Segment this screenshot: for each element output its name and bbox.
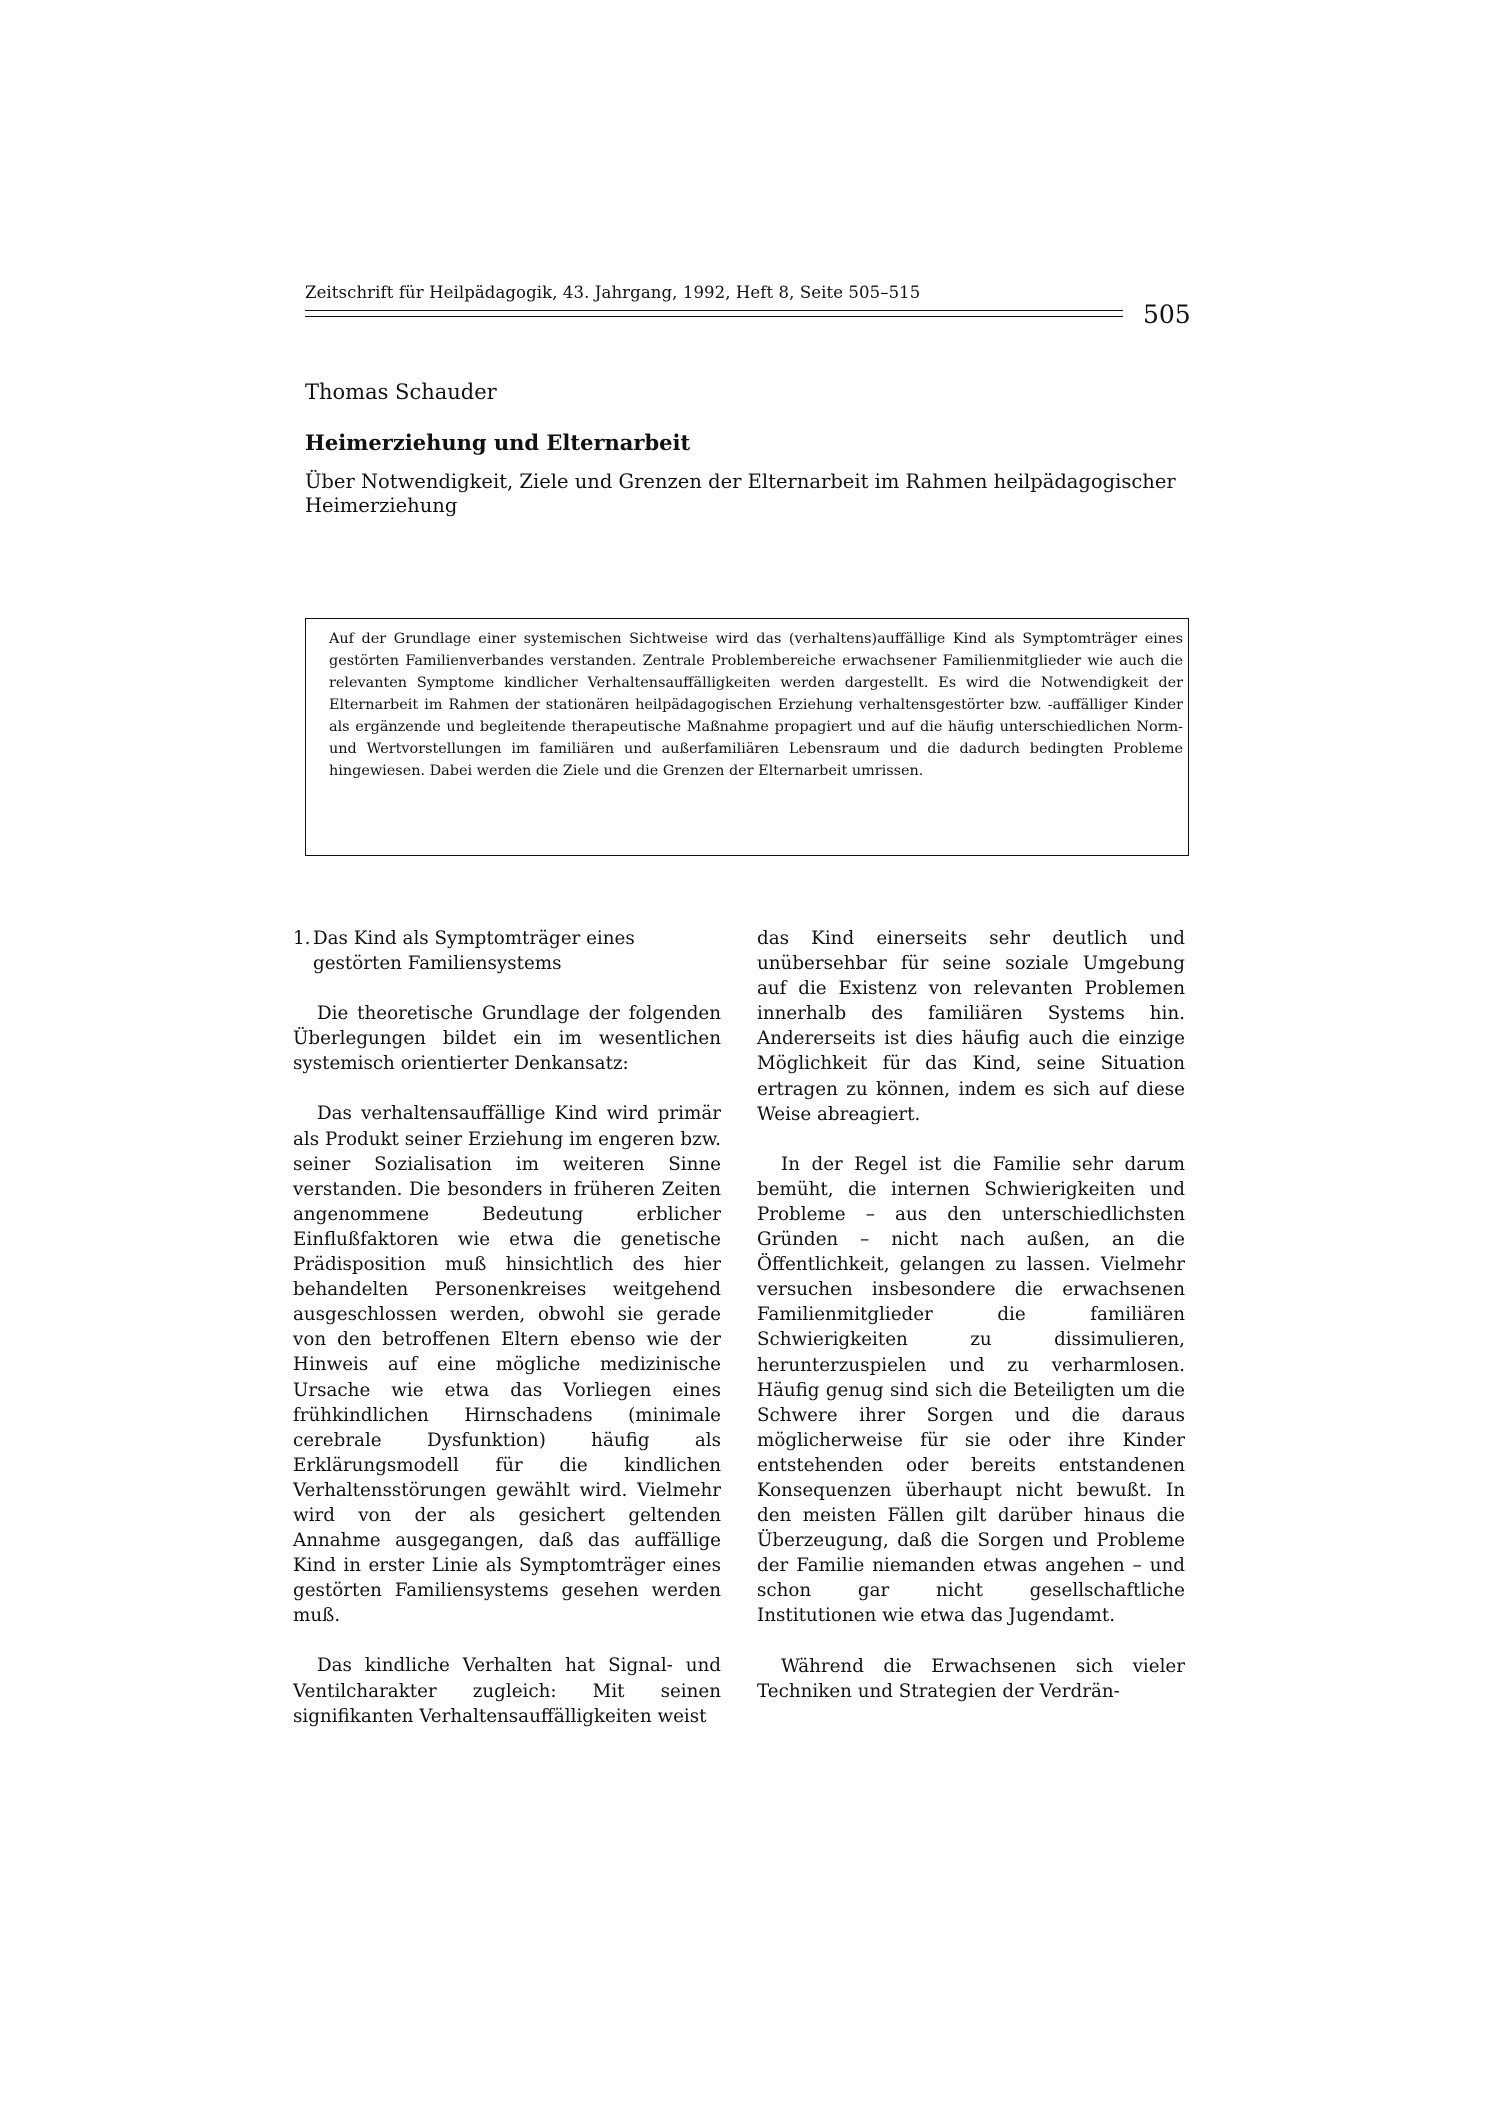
paragraph: In der Regel ist die Familie sehr darum bemüht, die internen Schwierigkeiten und Probleme – aus den unterschiedlichsten Gründen – nicht nach außen, an die Öffentlichkeit, gelangen zu lassen. Vielmehr versuchen insbesondere die erwachsenen Familienmitglieder die familiären Schwierigkeiten zu dissimulieren, herunterzuspielen und zu verharmlosen. Häufig genug sind sich die Beteiligten um die Schwere ihrer Sorgen und die daraus möglicherweise für sie oder ihre Kinder entstehenden oder bereits entstandenen Konsequenzen überhaupt nicht bewußt. In den meisten Fällen gilt darüber hinaus die Überzeugung, daß die Sorgen und Probleme der Familie niemanden etwas angehen – und schon gar nicht gesellschaftliche Institutionen wie etwa das Jugendamt.	[757, 1153, 1185, 1627]
right-column	[757, 926, 1185, 1729]
page-number: 505	[1143, 300, 1191, 329]
section-number: 1.	[293, 928, 311, 949]
article-subtitle: Über Notwendigkeit, Ziele und Grenzen der Elternarbeit im Rahmen heilpädagogischer Heimerziehung	[305, 470, 1176, 517]
abstract-box	[305, 618, 1189, 856]
left-column	[293, 926, 721, 1754]
section-heading	[293, 926, 721, 976]
paragraph: Die theoretische Grundlage der folgenden Überlegungen bildet ein im wesentlichen systemisch orientierter Denkansatz:	[293, 1003, 721, 1075]
header-rule	[305, 310, 1123, 311]
journal-citation: Zeitschrift für Heilpädagogik, 43. Jahrgang, 1992, Heft 8, Seite 505–515	[305, 283, 921, 302]
abstract-text: Auf der Grundlage einer systemischen Sichtweise wird das (verhaltens)auffällige Kind als Symptomträger eines gestörten Familienverbandes verstanden. Zentrale Problembereiche erwachsener Familienmitglieder wie auch die relevanten Symptome kindlicher Verhaltensauffälligkeiten werden dargestellt. Es wird die Notwendigkeit der Elternarbeit im Rahmen der stationären heilpädagogischen Erziehung verhaltensgestörter bzw. -auffälliger Kinder als ergänzende und begleitende therapeutische Maßnahme propagiert und auf die häufig unterschiedlichen Norm- und Wertvorstellungen im familiären und außerfamiliären Lebensraum und die dadurch bedingten Probleme hingewiesen. Dabei werden die Ziele und die Grenzen der Elternarbeit umrissen.	[329, 631, 1183, 779]
paragraph: Während die Erwachsenen sich vieler Techniken und Strategien der Verdrän-	[757, 1655, 1185, 1702]
header-rule	[305, 316, 1123, 317]
section-title: Das Kind als Symptomträger eines gestörten Familiensystems	[313, 928, 635, 975]
paragraph: Das kindliche Verhalten hat Signal- und Ventilcharakter zugleich: Mit seinen signifikanten Verhaltensauffälligkeiten weist	[293, 1655, 721, 1727]
paragraph: das Kind einerseits sehr deutlich und unübersehbar für seine soziale Umgebung auf die Existenz von relevanten Problemen innerhalb des familiären Systems hin. Andererseits ist dies häufig auch die einzige Möglichkeit für das Kind, seine Situation ertragen zu können, indem es sich auf diese Weise abreagiert.	[757, 928, 1185, 1125]
article-title: Heimerziehung und Elternarbeit	[305, 430, 691, 455]
paragraph: Das verhaltensauffällige Kind wird primär als Produkt seiner Erziehung im engeren bzw. seiner Sozialisation im weiteren Sinne verstanden. Die besonders in früheren Zeiten angenommene Bedeutung erblicher Einflußfaktoren wie etwa die genetische Prädisposition muß hinsichtlich des hier behandelten Personenkreises weitgehend ausgeschlossen werden, obwohl sie gerade von den betroffenen Eltern ebenso wie der Hinweis auf eine mögliche medizinische Ursache wie etwa das Vorliegen eines frühkindlichen Hirnschadens (minimale cerebrale Dysfunktion) häufig als Erklärungsmodell für die kindlichen Verhaltensstörungen gewählt wird. Vielmehr wird von der als gesichert geltenden Annahme ausgegangen, daß das auffällige Kind in erster Linie als Symptomträger eines gestörten Familiensystems gesehen werden muß.	[293, 1103, 721, 1627]
author-name: Thomas Schauder	[305, 380, 497, 404]
